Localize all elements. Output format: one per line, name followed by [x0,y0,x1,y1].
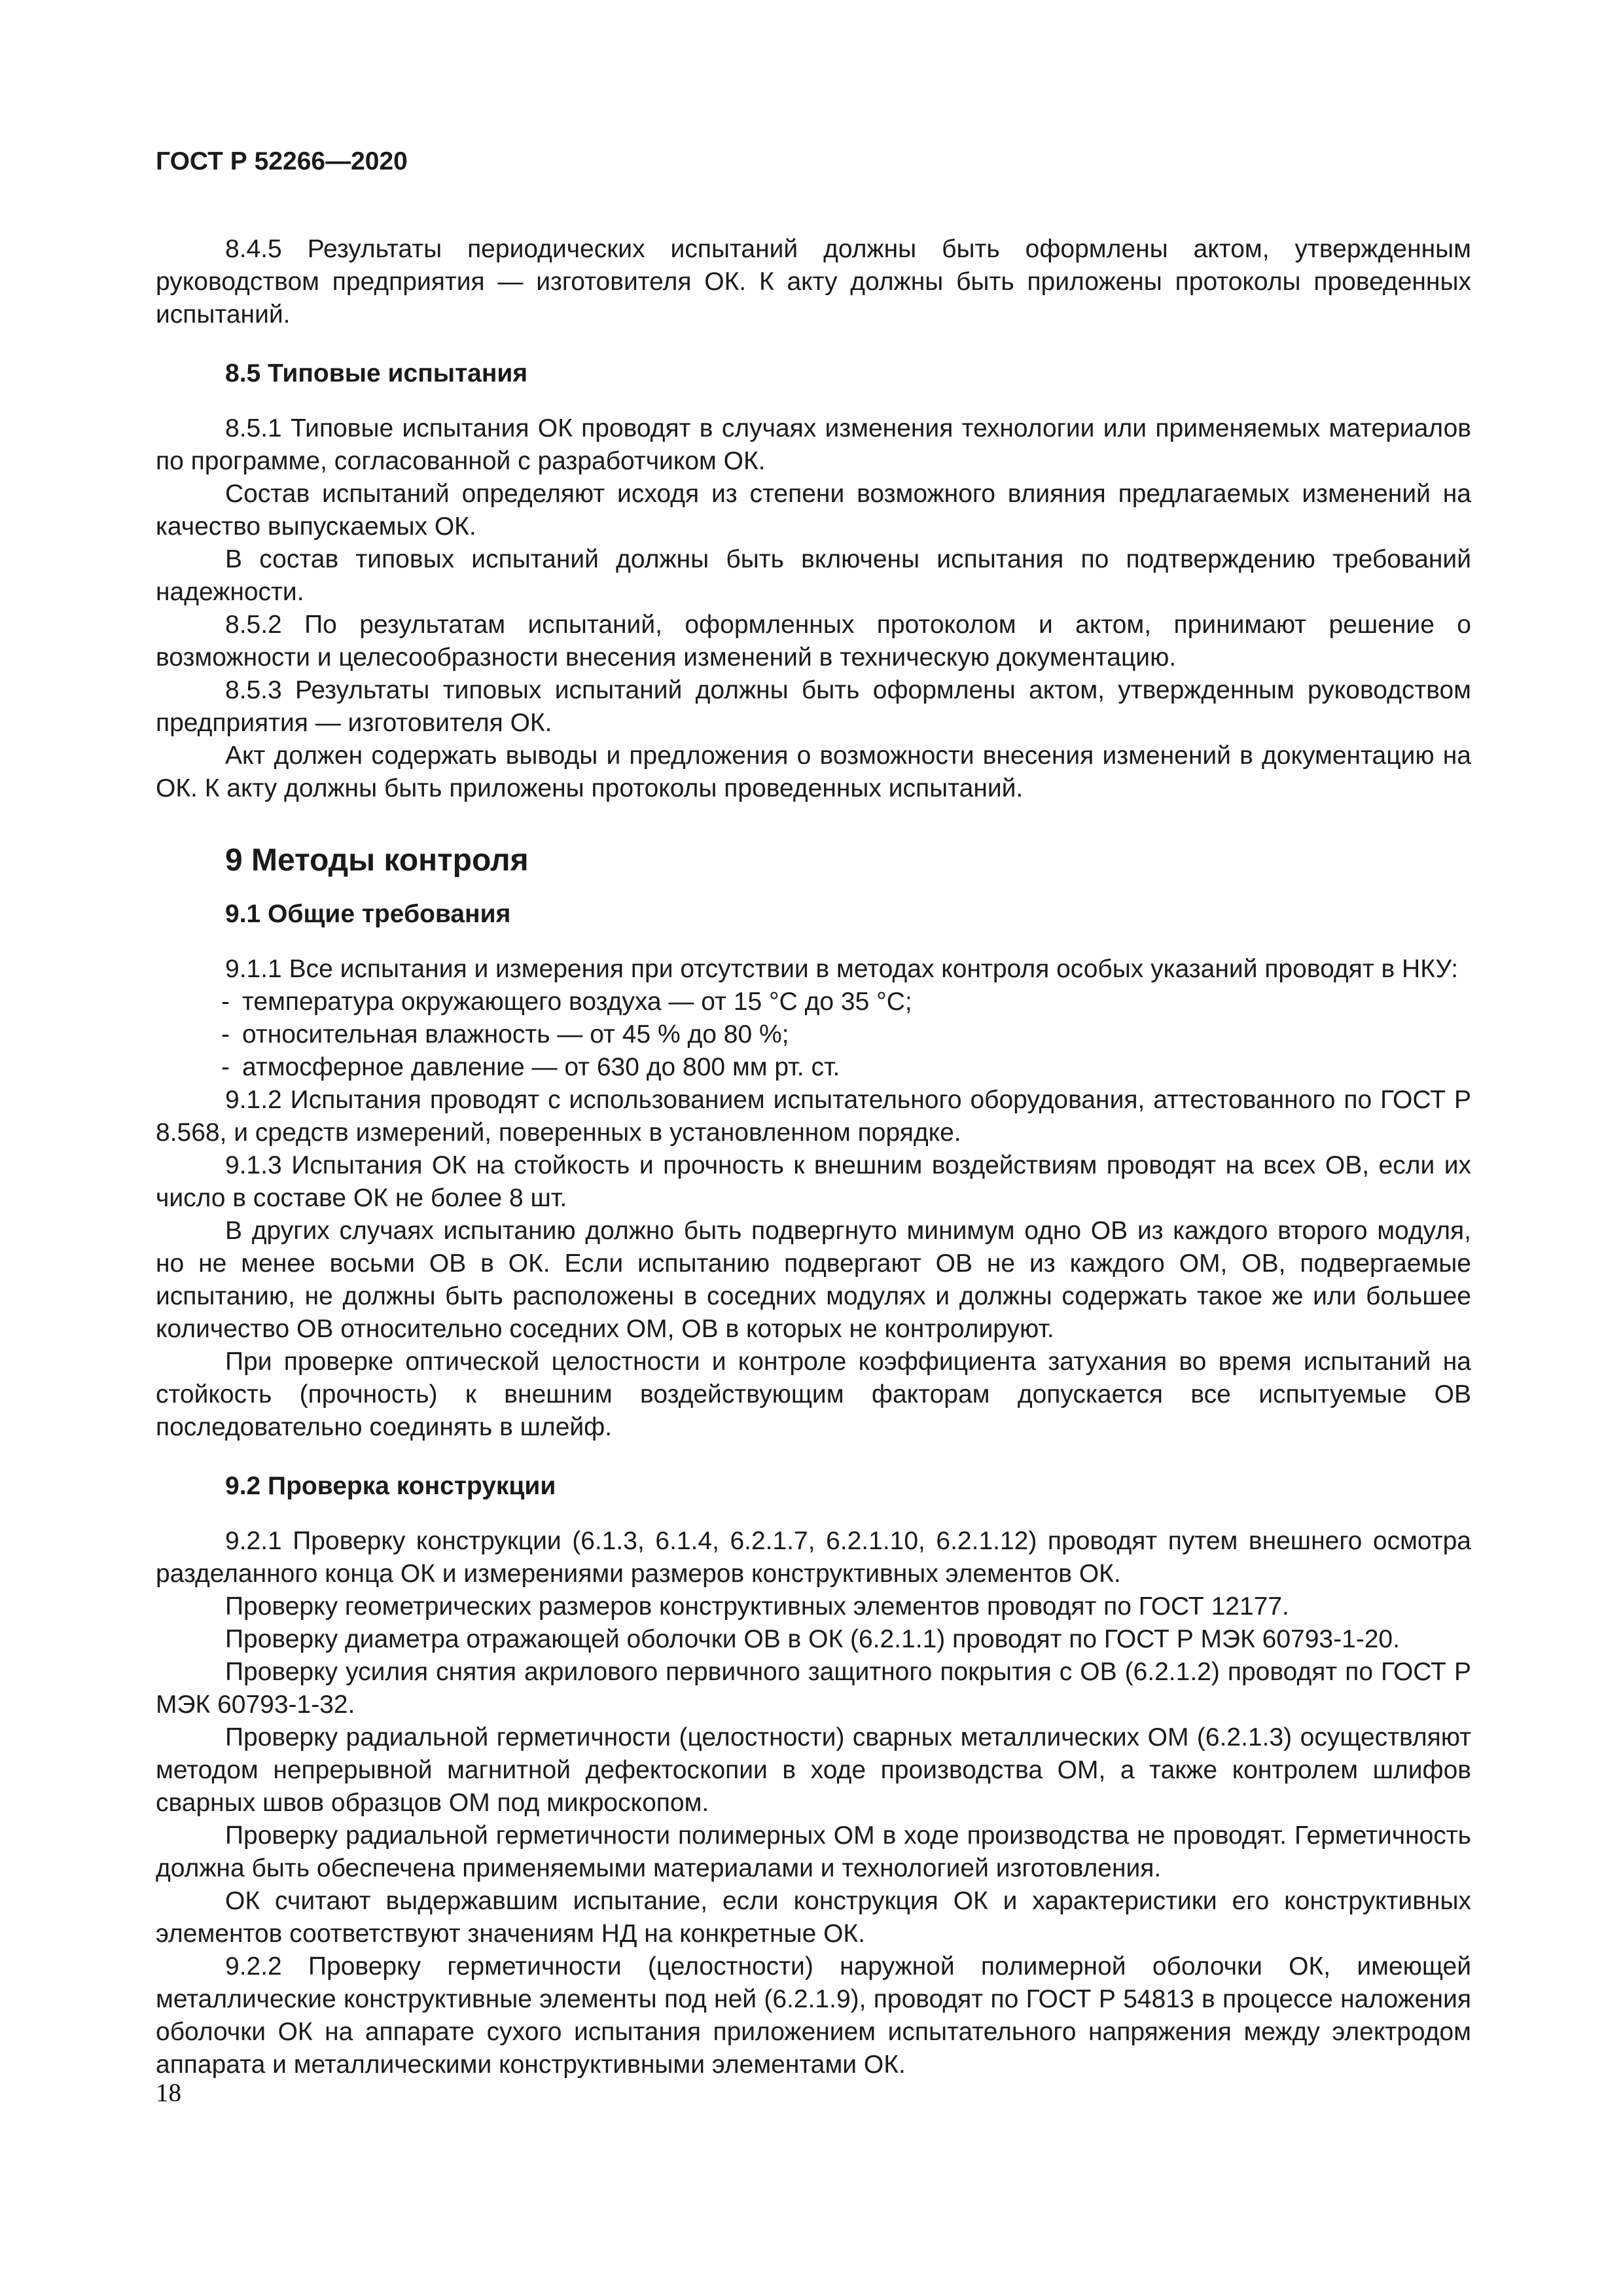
paragraph: 9.1.3 Испытания ОК на стойкость и прочность к внешним воздействиям проводят на всех ОВ, если их число в составе ОК не более 8 шт. [156,1151,1471,1212]
heading-9-1: 9.1 Общие требования [225,900,511,928]
list-item: - относительная влажность — от 45 % до 80 %; [221,1018,1471,1051]
page-number: 18 [156,2079,181,2107]
paragraph: В состав типовых испытаний должны быть включены испытания по подтверждению требований надежности. [156,545,1471,606]
list-item: - атмосферное давление — от 630 до 800 мм рт. ст. [221,1051,1471,1084]
document-header: ГОСТ Р 52266—2020 [156,147,408,175]
paragraph: 8.5.3 Результаты типовых испытаний должны быть оформлены актом, утвержденным руководством предприятия — изготовителя ОК. [156,676,1471,737]
heading-9: 9 Методы контроля [225,843,529,878]
paragraph: Проверку усилия снятия акрилового первичного защитного покрытия с ОВ (6.2.1.2) проводят по ГОСТ Р МЭК 60793-1-32. [156,1658,1471,1719]
paragraph: 9.1.2 Испытания проводят с использованием испытательного оборудования, аттестованного по ГОСТ Р 8.568, и средств измерений, поверенных в установленном порядке. [156,1086,1471,1147]
paragraph: Проверку радиальной герметичности (целостности) сварных металлических ОМ (6.2.1.3) осуществляют методом непрерывной магнитной дефектоскопии в ходе производства ОМ, а также контролем шлифов сварных швов образцов ОМ под микроскопом. [156,1723,1471,1817]
list-item: - температура окружающего воздуха — от 15 °С до 35 °С; [221,986,1471,1018]
paragraph-9-1-1: 9.1.1 Все испытания и измерения при отсутствии в методах контроля особых указаний проводят в НКУ: [225,955,1459,983]
paragraph: Акт должен содержать выводы и предложения о возможности внесения изменений в документацию на ОК. К акту должны быть приложены протоколы проведенных испытаний. [156,742,1471,802]
paragraph: Проверку геометрических размеров конструктивных элементов проводят по ГОСТ 12177. [225,1592,1289,1621]
paragraph: Состав испытаний определяют исходя из степени возможного влияния предлагаемых изменений на качество выпускаемых ОК. [156,480,1471,541]
paragraph: При проверке оптической целостности и контроле коэффициента затухания во время испытаний на стойкость (прочность) к внешним воздействующим факторам допускается все испытуемые ОВ последовательно соединять в шлейф. [156,1348,1471,1441]
paragraph: 8.5.1 Типовые испытания ОК проводят в случаях изменения технологии или применяемых материалов по программе, согласованной с разработчиком ОК. [156,414,1471,475]
paragraph: Проверку диаметра отражающей оболочки ОВ в ОК (6.2.1.1) проводят по ГОСТ Р МЭК 60793-1-20. [225,1625,1400,1653]
heading-8-5: 8.5 Типовые испытания [225,359,528,387]
paragraph: 9.2.1 Проверку конструкции (6.1.3, 6.1.4, 6.2.1.7, 6.2.1.10, 6.2.1.12) проводят путем внешнего осмотра разделанного конца ОК и измерениями размеров конструктивных элементов ОК. [156,1527,1471,1588]
paragraph: 9.2.2 Проверку герметичности (целостности) наружной полимерной оболочки ОК, имеющей металлические конструктивные элементы под ней (6.2.1.9), проводят по ГОСТ Р 54813 в процессе наложения оболочки ОК на аппарате сухого испытания приложением испытательного напряжения между электродом аппарата и металлическими конструктивными элементами ОК. [156,1952,1471,2079]
paragraph-8-4-5: 8.4.5 Результаты периодических испытаний должны быть оформлены актом, утвержденным руководством предприятия — изготовителя ОК. К акту должны быть приложены протоколы проведенных испытаний. [156,235,1471,329]
heading-9-2: 9.2 Проверка конструкции [225,1472,556,1500]
paragraph: 8.5.2 По результатам испытаний, оформленных протоколом и актом, принимают решение о возможности и целесообразности внесения изменений в техническую документацию. [156,611,1471,672]
paragraph: Проверку радиальной герметичности полимерных ОМ в ходе производства не проводят. Герметичность должна быть обеспечена применяемыми материалами и технологией изготовления. [156,1821,1471,1882]
paragraph: В других случаях испытанию должно быть подвергнуто минимум одно ОВ из каждого второго модуля, но не менее восьми ОВ в ОК. Если испытанию подвергают ОВ не из каждого ОМ, ОВ, подвергаемые испытанию, не должны быть расположены в соседних модулях и должны содержать такое же или большее количество ОВ относительно соседних ОМ, ОВ в которых не контролируют. [156,1217,1471,1343]
paragraph: ОК считают выдержавшим испытание, если конструкция ОК и характеристики его конструктивных элементов соответствуют значениям НД на конкретные ОК. [156,1887,1471,1948]
conditions-list [156,986,1471,1084]
